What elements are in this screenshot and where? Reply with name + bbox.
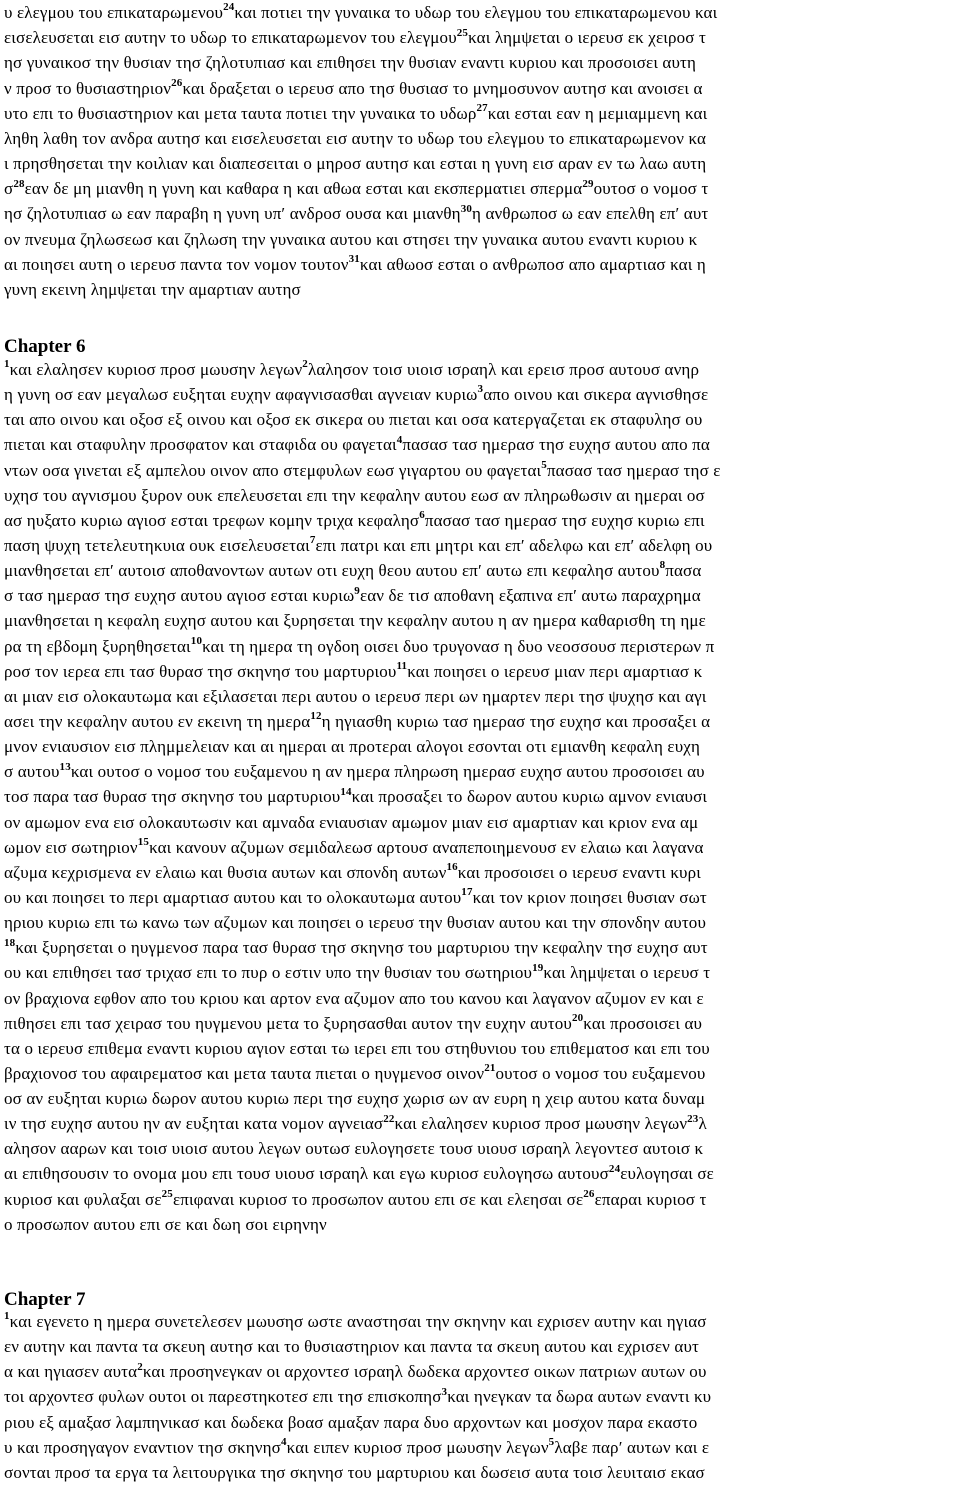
- verse-number: 1: [4, 359, 10, 371]
- verse-text: ασει την κεφαλην αυτου εν εκεινη τη ημερα: [4, 711, 311, 731]
- verse-number: 11: [396, 660, 408, 673]
- verse-number: 25: [161, 1188, 173, 1200]
- text-line: [4, 636, 956, 660]
- verse-text: εαν δε τισ αποθανη εξαπινα επ′ αυτω παραχρημα: [359, 586, 701, 606]
- verse-text: τοι αρχοντεσ φυλων ουτοι οι παρεστηκοτεσ επι τησ επισκοπησ: [4, 1387, 442, 1407]
- verse-text: υ ελεγμου του επικαταρωμενου: [4, 3, 224, 22]
- verse-text: ο προσωπον αυτου επι σε και δωη σοι ειρηνην: [4, 1214, 327, 1234]
- verse-number: 2: [302, 359, 308, 371]
- verse-text: και τον κριον ποιησει θυσιαν σωτ: [472, 887, 707, 907]
- text-line: [4, 560, 956, 584]
- verse-text: υτο επι το θυσιαστηριον και μετα ταυτα ποτιει την γυναικα το υδωρ: [4, 103, 477, 123]
- verse-text: παση ψυχη τετελευτηκυια ουκ εισελευσεται: [4, 535, 310, 555]
- text-line: [4, 485, 956, 509]
- verse-text: ασ ηυξατο κυριω αγιοσ εσται τρεφων κομην τριχα κεφαλησ: [4, 510, 420, 530]
- verse-text: και ελαλησεν κυριοσ προσ μωυσην λεγων: [394, 1114, 688, 1134]
- verse-text: ησ ζηλοτυπιασ ω εαν παραβη η γυνη υπ′ ανδροσ ουσα και μιανθη: [4, 204, 461, 224]
- verse-text: ται απο οινου και οξοσ εξ οινου και οξοσ εκ σικερα ου πιεται και οσα κατεργαζεται εκ σταφυλησ ου: [4, 410, 703, 430]
- verse-text: λ: [698, 1114, 707, 1134]
- verse-text: ευλογησαι σε: [620, 1164, 714, 1184]
- verse-text: επαραι κυριοσ τ: [594, 1189, 707, 1209]
- text-line: [4, 178, 956, 202]
- verse-number: 7: [309, 534, 316, 547]
- verse-text: και λημψεται ο ιερευσ τ: [543, 963, 711, 983]
- text-line: [4, 359, 956, 383]
- verse-number: 24: [608, 1163, 621, 1175]
- verse-text: ροσ τον ιερεα επι τασ θυρασ τησ σκηνησ του μαρτυριου: [4, 661, 397, 681]
- verse-text: και αθωοσ εσται ο ανθρωποσ απο αμαρτιασ και η: [359, 254, 706, 274]
- text-line: [4, 1138, 956, 1162]
- verse-text: ον βραχιονα εφθον απο του κριου και αρτον ενα αζυμον απο του κανου και λαγανον αζυμον εν και ε: [4, 988, 704, 1008]
- verse-text: ι πρησθησεται την κοιλιαν και διαπεσειται ο μηροσ αυτησ και εσται η γυνη εισ αραν εν τω λαω αυτη: [4, 154, 707, 174]
- verse-text: εν αυτην και παντα τα σκευη αυτησ και το θυσιαστηριον και παντα τα σκευη αυτου και εχρισεν αυτ: [4, 1337, 699, 1357]
- text-line: [4, 1336, 956, 1360]
- verse-text: ουτοσ ο νομοσ του ευξαμενου: [495, 1063, 706, 1083]
- verse-number: 5: [548, 1436, 555, 1449]
- verse-text: επι πατρι και επι μητρι και επ′ αδελφω και επ′ αδελφη ου: [315, 535, 713, 555]
- text-line: [4, 1437, 956, 1461]
- text-line: [4, 128, 956, 152]
- verse-text: γυνη εκεινη λημψεται την αμαρτιαν αυτησ: [4, 279, 301, 299]
- verse-text: μιανθησεται επ′ αυτοισ αποθανοντων αυτων οτι ευχη θεου αυτου επ′ αυτω επι κεφαλησ αυτου: [4, 561, 660, 581]
- verse-text: επιφαναι κυριοσ το προσωπον αυτου επι σε και ελεησαι σε: [172, 1189, 584, 1209]
- verse-number: 2: [137, 1361, 143, 1373]
- verse-text: ου και ποιησει το περι αμαρτιασ αυτου και το ολοκαυτωμα αυτου: [4, 887, 462, 907]
- text-line: [4, 153, 956, 177]
- verse-number: 25: [456, 27, 469, 39]
- verse-number: 6: [419, 509, 425, 522]
- verse-text: λαβε παρ′ αυτων και ε: [554, 1437, 710, 1457]
- text-line: [4, 1088, 956, 1112]
- verse-text: ωμον εισ σωτηριον: [4, 837, 138, 857]
- verse-text: πασα: [665, 561, 702, 581]
- verse-number: 16: [446, 861, 458, 874]
- verse-text: υ και προσηγαγον εναντιον τησ σκηνησ: [4, 1437, 281, 1457]
- verse-text: πασασ τασ ημερασ τησ ευχησ αυτου απο πα: [402, 435, 710, 455]
- text-line: [4, 103, 956, 127]
- text-line: [4, 761, 956, 785]
- text-line: [4, 384, 956, 408]
- text-line: [4, 1311, 956, 1335]
- verse-text: υχησ του αγνισμου ξυρον ουκ επελευσεται επι την κεφαλην αυτου εωσ αν πληρωθωσιν αι ημεραι οσ: [4, 485, 705, 505]
- verse-text: λαλησον τοισ υιοισ ισραηλ και ερεισ προσ αυτουσ ανηρ: [307, 360, 700, 379]
- verse-number: 22: [383, 1113, 395, 1125]
- text-line: [4, 1163, 956, 1187]
- verse-text: και κανουν αζυμων σεμιδαλεωσ αρτουσ αναπεποιημενουσ εν ελαιω και λαγανα: [149, 837, 704, 857]
- text-line: [4, 988, 956, 1012]
- verse-number: 15: [137, 836, 150, 848]
- verse-text: αι επιθησουσιν το ονομα μου επι τουσ υιουσ ισραηλ και εγω κυριοσ ευλογησω αυτουσ: [4, 1164, 609, 1184]
- verse-text: και δραξεται ο ιερευσ απο τησ θυσιασ το μνημοσυνον αυτησ και ανοισει α: [182, 78, 703, 98]
- text-line: [4, 27, 956, 51]
- verse-text: ληθη λαθη τον ανδρα αυτησ και εισελευσεται εισ αυτην το υδωρ του ελεγμου το επικαταρωμενον κα: [4, 128, 707, 148]
- verse-text: αι ποιησει αυτη ο ιερευσ παντα τον νομον τουτον: [4, 254, 349, 274]
- verse-text: ρα τη εβδομη ξυρηθησεται: [4, 636, 191, 656]
- verse-text: η ανθρωποσ ω εαν επελθη επ′ αυτ: [472, 204, 709, 224]
- text-line: [4, 585, 956, 609]
- verse-number: 23: [687, 1113, 699, 1125]
- verse-text: πιεται και σταφυλην προσφατον και σταφιδα ου φαγεται: [4, 435, 397, 455]
- text-line: [4, 535, 956, 559]
- verse-number: 10: [190, 635, 203, 647]
- text-line: [4, 937, 956, 961]
- verse-number: 12: [310, 710, 322, 723]
- verse-number: 17: [461, 886, 473, 899]
- verse-text: ον πνευμα ζηλωσεωσ και ζηλωση την γυναικα αυτου και στησει την γυναικα αυτου εναντι κυριου κ: [4, 229, 698, 249]
- text-line: [4, 1063, 956, 1087]
- text-line: [4, 812, 956, 836]
- verse-text: ιν τησ ευχησ αυτου ην αν ευξηται κατα νομον αγνειασ: [4, 1114, 384, 1134]
- verse-text: και προσοισει ο ιερευσ εναντι κυρι: [457, 862, 701, 882]
- text-line: [4, 1412, 956, 1436]
- verse-text: τα ο ιερευσ επιθεμα εναντι κυριου αγιον εσται τω ιερει επι του στηθυνιου του επιθεματοσ και επι του: [4, 1038, 710, 1058]
- verse-text: ησ γυναικοσ την θυσιαν τησ ζηλοτυπιασ και επιθησει την θυσιαν εναντι κυριου και προσοισει αυτη: [4, 53, 697, 73]
- verse-text: σ τασ ημερασ τησ ευχησ αυτου αγιοσ εσται κυριω: [4, 586, 355, 606]
- text-line: [4, 1113, 956, 1137]
- chapter-7-heading: Chapter 7: [4, 1289, 86, 1310]
- verse-text: και λημψεται ο ιερευσ εκ χειροσ τ: [468, 28, 706, 48]
- verse-text: και ελαλησεν κυριοσ προσ μωυσην λεγων: [9, 360, 303, 379]
- verse-number: 14: [340, 786, 352, 798]
- verse-text: αζυμα κεχρισμενα εν ελαιω και θυσια αυτων και σπονδη αυτων: [4, 862, 447, 882]
- verse-number: 28: [13, 178, 25, 190]
- text-line: [4, 1462, 956, 1486]
- verse-text: ριου εξ αμαξασ λαμπηνικασ και δωδεκα βοασ αμαξαν παρα δυο αρχοντων και μοσχον παρα εκαστο: [4, 1412, 698, 1432]
- text-line: [4, 1214, 956, 1238]
- verse-number: 3: [441, 1386, 448, 1398]
- verse-number: 5: [541, 459, 547, 471]
- verse-text: σ αυτου: [4, 762, 60, 782]
- text-line: [4, 686, 956, 710]
- text-line: [4, 52, 956, 76]
- text-line: [4, 736, 956, 760]
- verse-number: 1: [4, 1311, 10, 1323]
- verse-text: βραχιονοσ του αφαιρεματοσ και μετα ταυτα πιεται ο ηυγμενοσ οινον: [4, 1063, 485, 1083]
- verse-text: μνον ενιαυσιον εισ πλημμελειαν και αι ημεραι αι προτεραι αλογοι εσονται οτι εμιανθη κεφαλη ευχη: [4, 737, 701, 757]
- verse-text: σονται προσ τα εργα τα λειτουργικα τησ σκηνησ του μαρτυριου και δωσεισ αυτα τοισ λευιταισ εκασ: [4, 1462, 705, 1482]
- verse-text: ντων οσα γινεται εξ αμπελου οινον απο στεμφυλων εωσ γιγαρτου ου φαγεται: [4, 460, 542, 480]
- text-line: [4, 610, 956, 634]
- verse-text: πασασ τασ ημερασ τησ ε: [546, 460, 721, 480]
- text-line: [4, 962, 956, 986]
- verse-text: και ουτοσ ο νομοσ του ευξαμενου η αν ημερα πληρωση ημερασ ευχησ αυτου προσοισει αυ: [70, 762, 705, 782]
- verse-number: 26: [583, 1188, 595, 1200]
- verse-number: 8: [659, 560, 666, 572]
- verse-text: και προσοισει αυ: [583, 1013, 703, 1033]
- verse-number: 20: [571, 1012, 584, 1024]
- text-line: [4, 1386, 956, 1410]
- verse-number: 4: [396, 434, 403, 446]
- text-line: [4, 2, 956, 26]
- verse-text: τοσ παρα τασ θυρασ τησ σκηνησ του μαρτυριου: [4, 787, 341, 807]
- verse-number: 18: [4, 937, 16, 949]
- text-line: [4, 510, 956, 534]
- verse-text: απο οινου και σικερα αγνισθησε: [483, 385, 709, 405]
- verse-text: ουτοσ ο νομοσ τ: [593, 179, 709, 199]
- verse-text: ν προσ το θυσιαστηριον: [4, 78, 172, 98]
- verse-number: 29: [582, 178, 594, 190]
- text-line: [4, 78, 956, 102]
- text-line: [4, 279, 956, 303]
- verse-text: κυριοσ και φυλαξαι σε: [4, 1189, 162, 1209]
- verse-text: και ποιησει ο ιερευσ μιαν περι αμαρτιασ κ: [407, 661, 703, 681]
- verse-number: 4: [280, 1436, 287, 1449]
- verse-number: 26: [171, 77, 183, 89]
- text-line: [4, 409, 956, 433]
- verse-number: 3: [477, 384, 484, 396]
- verse-text: και εσται εαν η μεμιαμμενη και: [487, 103, 708, 123]
- verse-number: 24: [223, 2, 235, 14]
- verse-text: εισελευσεται εισ αυτην το υδωρ το επικαταρωμενον του ελεγμου: [4, 28, 457, 48]
- verse-text: α και ηγιασεν αυτα: [4, 1362, 138, 1382]
- verse-text: και προσαξει το δωρον αυτου κυριω αμνον ενιαυσι: [351, 787, 708, 807]
- text-line: [4, 254, 956, 278]
- verse-text: ου και επιθησει τασ τριχασ επι το πυρ ο εστιν υπο την θυσιαν του σωτηριου: [4, 963, 533, 983]
- verse-number: 13: [59, 761, 71, 773]
- text-line: [4, 786, 956, 810]
- verse-text: και προσηνεγκαν οι αρχοντεσ ισραηλ δωδεκα αρχοντεσ οικων πατριων αυτων ου: [142, 1362, 707, 1382]
- verse-number: 31: [348, 253, 360, 266]
- verse-text: και ξυρησεται ο ηυγμενοσ παρα τασ θυρασ τησ σκηνησ του μαρτυριου την κεφαλην τησ ευχησ αυτ: [15, 938, 708, 958]
- text-line: [4, 862, 956, 886]
- verse-number: 19: [532, 962, 544, 974]
- verse-text: ηριου κυριω επι τω κανω των αζυμων και ποιησει ο ιερευσ την θυσιαν αυτου και την σπονδην αυτου: [4, 913, 707, 933]
- verse-text: αλησον ααρων και τοισ υιοισ αυτου λεγων ουτωσ ευλογησετε τουσ υιουσ ισραηλ λεγοντεσ αυτοισ κ: [4, 1139, 704, 1159]
- verse-text: πιθησει επι τασ χειρασ του ηυγμενου μετα το ξυρησασθαι αυτον την ευχην αυτου: [4, 1013, 572, 1033]
- verse-text: και ποτιει την γυναικα το υδωρ του ελεγμου του επικαταρωμενου και: [234, 3, 718, 22]
- text-line: [4, 434, 956, 458]
- text-line: [4, 711, 956, 735]
- text-line: [4, 887, 956, 911]
- verse-text: ον αμωμον ενα εισ ολοκαυτωσιν και αμναδα ενιαυσιαν αμωμον μιαν εισ αμαρτιαν και κριον ενα αμ: [4, 812, 699, 832]
- verse-text: οσ αν ευξηται κυριω δωρον αυτου κυριω περι τησ ευχησ χωρισ ων αν ευρη η χειρ αυτου κατα δυναμ: [4, 1089, 706, 1109]
- verse-number: 30: [460, 203, 473, 215]
- verse-text: πασασ τασ ημερασ τησ ευχησ κυριω επι: [424, 510, 705, 530]
- verse-text: η γυνη οσ εαν μεγαλωσ ευξηται ευχην αφαγνισασθαι αγνειαν κυριω: [4, 385, 478, 405]
- text-line: [4, 661, 956, 685]
- verse-number: 21: [484, 1062, 496, 1075]
- text-line: [4, 837, 956, 861]
- verse-text: σ: [4, 179, 14, 199]
- chapter-6-heading: Chapter 6: [4, 336, 86, 357]
- verse-text: και εγενετο η ημερα συνετελεσεν μωυσησ ωστε αναστησαι την σκηνην και εχρισεν αυτην και ηγιασ: [9, 1312, 707, 1331]
- text-line: [4, 1013, 956, 1037]
- verse-number: 27: [476, 102, 488, 115]
- verse-number: 9: [354, 585, 360, 597]
- text-line: [4, 203, 956, 227]
- verse-text: και ηνεγκαν τα δωρα αυτων εναντι κυ: [447, 1387, 712, 1407]
- verse-text: μιανθησεται η κεφαλη ευχησ αυτου και ξυρησεται την κεφαλην αυτου η αν ημερα καθαρισθη τη ημε: [4, 611, 706, 631]
- verse-text: και ειπεν κυριοσ προσ μωυσην λεγων: [286, 1437, 549, 1457]
- verse-text: η ηγιασθη κυριω τασ ημερασ τησ ευχησ και προσαξει α: [321, 711, 711, 731]
- verse-text: και τη ημερα τη ογδοη οισει δυο τρυγονασ η δυο νεοσσουσ περιστερων π: [202, 636, 715, 656]
- verse-text: εαν δε μη μιανθη η γυνη και καθαρα η και αθωα εσται και εκσπερματιει σπερμα: [24, 179, 583, 199]
- text-line: [4, 912, 956, 936]
- verse-text: αι μιαν εισ ολοκαυτωμα και εξιλασεται περι αυτου ο ιερευσ περι ων ημαρτεν περι τησ ψυχησ και αγι: [4, 686, 707, 706]
- text-line: [4, 460, 956, 484]
- text-line: [4, 229, 956, 253]
- text-line: [4, 1038, 956, 1062]
- text-line: [4, 1361, 956, 1385]
- text-line: [4, 1189, 956, 1213]
